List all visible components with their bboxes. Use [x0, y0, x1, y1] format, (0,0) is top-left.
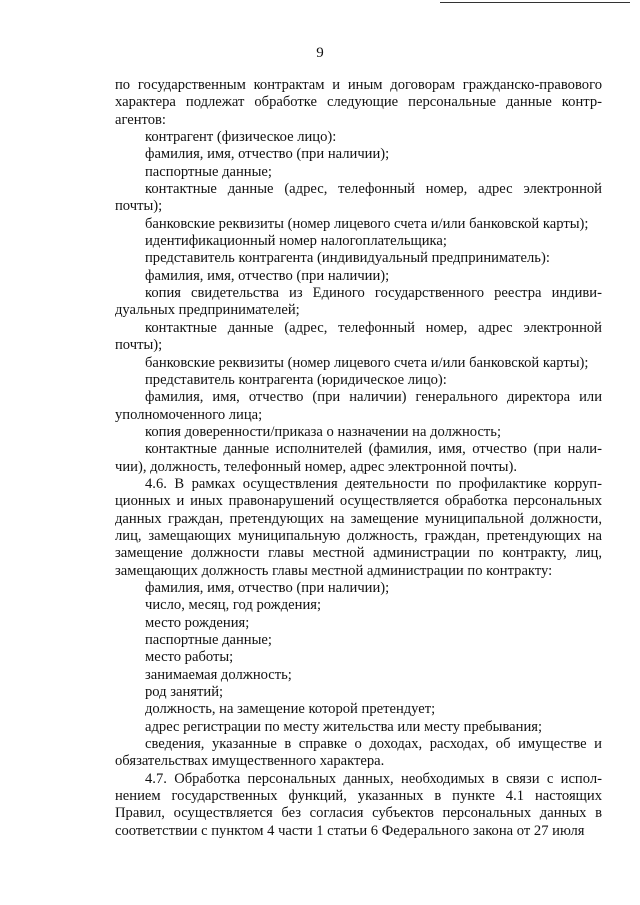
- list-item: адрес регистрации по месту жительства или месту пребывания;: [145, 718, 543, 735]
- document-body: [115, 77, 602, 840]
- list-item: число, месяц, год рождения;: [145, 597, 322, 614]
- list-item: род занятий;: [145, 684, 224, 701]
- list-item: должность, на замещение которой претендует;: [145, 701, 436, 718]
- page-number: 9: [316, 45, 324, 61]
- list-item: копия свидетельства из Единого государственного реестра индивидуальных предпринимателей;: [115, 285, 602, 319]
- list-item: фамилия, имя, отчество (при наличии);: [145, 146, 390, 163]
- list-item: занимаемая должность;: [145, 666, 292, 683]
- list-item: банковские реквизиты (номер лицевого счета и/или банковской карты);: [145, 215, 589, 232]
- top-rule: [440, 2, 630, 3]
- list-item: идентификационный номер налогоплательщика;: [145, 233, 447, 250]
- section-4-6: 4.6. В рамках осуществления деятельности по профилактике коррупционных и иных правонарушений осуществляется обработка персональных данных граждан, претендующих на замещение муниципальной должности, лиц, замещающих муниципальную должность, граждан, претендующих на замещение должности главы местной администрации по контракту, лиц, замещающих должность главы местной администрации по контракту:: [115, 475, 602, 579]
- list-item: банковские реквизиты (номер лицевого счета и/или банковской карты);: [145, 354, 589, 371]
- paragraph-continuation: по государственным контрактам и иным договорам гражданско-правового характера подлежат обработке следующие персональные данные контрагентов:: [115, 77, 602, 128]
- list-item: контактные данные исполнителей (фамилия, имя, отчество (при наличии), должность, телефонный номер, адрес электронной почты).: [115, 441, 602, 475]
- list-item: паспортные данные;: [145, 163, 272, 180]
- list-item: фамилия, имя, отчество (при наличии) генерального директора или уполномоченного лица;: [115, 389, 602, 423]
- list-item: паспортные данные;: [145, 632, 272, 648]
- list-item: фамилия, имя, отчество (при наличии);: [145, 267, 390, 284]
- list-item: представитель контрагента (индивидуальный предприниматель):: [145, 250, 550, 267]
- list-item: место рождения;: [145, 614, 250, 631]
- list-item: представитель контрагента (юридическое лицо):: [145, 371, 447, 388]
- list-item: контрагент (физическое лицо):: [145, 129, 337, 146]
- list-item: место работы;: [145, 649, 234, 666]
- section-4-7: 4.7. Обработка персональных данных, необходимых в связи с исполнением государственных функций, указанных в пункте 4.1 настоящих Правил, осуществляется без согласия субъектов персональных данных в соответствии с пунктом 4 части 1 статьи 6 Федерального закона от 27 июля: [115, 770, 602, 839]
- list-item: фамилия, имя, отчество (при наличии);: [145, 579, 390, 596]
- list-item: сведения, указанные в справке о доходах, расходах, об имуществе и обязательствах имущественного характера.: [115, 736, 602, 770]
- list-item: контактные данные (адрес, телефонный номер, адрес электронной почты);: [115, 181, 602, 215]
- list-item: контактные данные (адрес, телефонный номер, адрес электронной почты);: [115, 319, 602, 354]
- list-item: копия доверенности/приказа о назначении на должность;: [145, 423, 502, 440]
